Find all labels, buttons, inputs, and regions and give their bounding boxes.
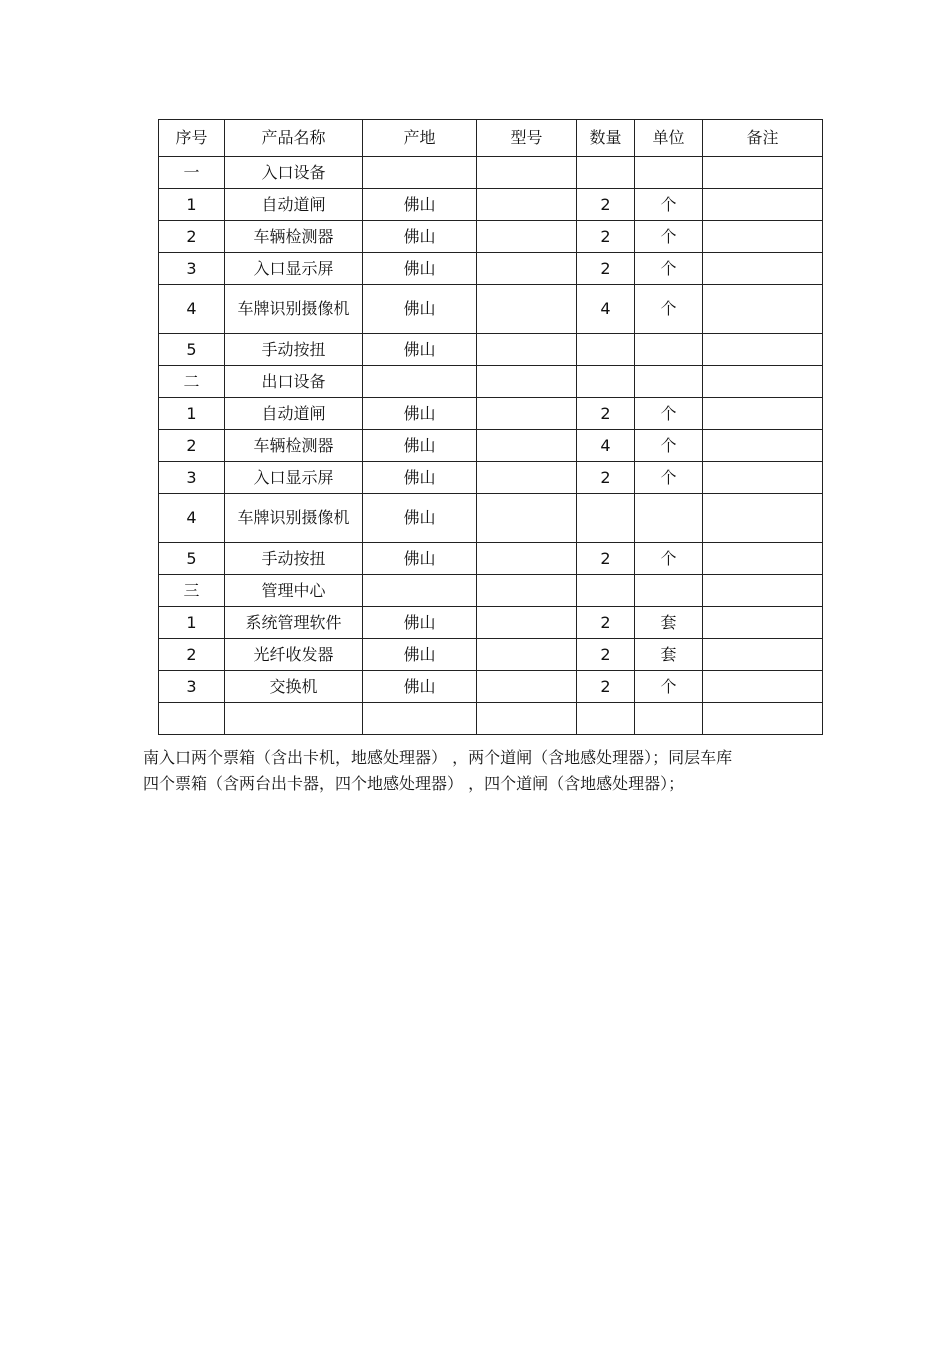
cell-index: 1 (159, 607, 225, 639)
cell-remarks (703, 494, 823, 543)
cell-model (477, 189, 577, 221)
cell-product-name: 管理中心 (225, 575, 363, 607)
cell-quantity: 4 (577, 430, 635, 462)
header-model: 型号 (477, 120, 577, 157)
equipment-table (158, 119, 823, 735)
cell-model (477, 334, 577, 366)
cell-unit (635, 575, 703, 607)
cell-index: 2 (159, 430, 225, 462)
cell-unit: 个 (635, 671, 703, 703)
table-row (159, 671, 823, 703)
cell-model (477, 639, 577, 671)
cell-origin: 佛山 (363, 398, 477, 430)
table-header-row (159, 120, 823, 157)
cell-origin: 佛山 (363, 285, 477, 334)
cell-quantity: 2 (577, 462, 635, 494)
cell-model (477, 366, 577, 398)
cell-quantity (577, 494, 635, 543)
cell-quantity: 2 (577, 671, 635, 703)
cell-unit: 个 (635, 398, 703, 430)
cell-model (477, 430, 577, 462)
cell-remarks (703, 398, 823, 430)
cell-origin: 佛山 (363, 639, 477, 671)
cell-product-name: 出口设备 (225, 366, 363, 398)
cell-unit (635, 157, 703, 189)
cell-unit: 个 (635, 543, 703, 575)
table-row (159, 543, 823, 575)
cell-remarks (703, 430, 823, 462)
cell-unit: 个 (635, 430, 703, 462)
cell-origin: 佛山 (363, 221, 477, 253)
cell-remarks (703, 575, 823, 607)
table-row (159, 157, 823, 189)
table-row (159, 494, 823, 543)
header-index: 序号 (159, 120, 225, 157)
cell-remarks (703, 462, 823, 494)
cell-index: 二 (159, 366, 225, 398)
table-row (159, 462, 823, 494)
cell-model (477, 671, 577, 703)
table-row (159, 221, 823, 253)
cell-product-name: 车牌识别摄像机 (225, 494, 363, 543)
table-row (159, 189, 823, 221)
cell-model (477, 543, 577, 575)
note-line-2: 四个票箱（含两台出卡器，四个地感处理器） ，四个道闸（含地感处理器）； (143, 774, 685, 793)
table-row (159, 430, 823, 462)
cell-quantity: 2 (577, 189, 635, 221)
cell-unit: 个 (635, 462, 703, 494)
cell-product-name: 系统管理软件 (225, 607, 363, 639)
header-origin: 产地 (363, 120, 477, 157)
cell-quantity: 2 (577, 639, 635, 671)
table-row (159, 334, 823, 366)
cell-model (477, 285, 577, 334)
cell-origin: 佛山 (363, 253, 477, 285)
cell-model (477, 494, 577, 543)
table-row (159, 366, 823, 398)
cell-index: 1 (159, 189, 225, 221)
cell-quantity (577, 703, 635, 735)
cell-unit: 套 (635, 639, 703, 671)
cell-product-name: 入口显示屏 (225, 462, 363, 494)
cell-product-name (225, 703, 363, 735)
table-row (159, 253, 823, 285)
cell-origin: 佛山 (363, 543, 477, 575)
cell-product-name: 入口显示屏 (225, 253, 363, 285)
cell-unit (635, 366, 703, 398)
cell-remarks (703, 189, 823, 221)
cell-unit: 个 (635, 285, 703, 334)
cell-index: 2 (159, 221, 225, 253)
cell-unit (635, 494, 703, 543)
cell-index: 3 (159, 462, 225, 494)
cell-quantity: 4 (577, 285, 635, 334)
cell-model (477, 575, 577, 607)
cell-remarks (703, 334, 823, 366)
cell-index (159, 703, 225, 735)
cell-remarks (703, 543, 823, 575)
cell-remarks (703, 366, 823, 398)
cell-index: 5 (159, 543, 225, 575)
cell-index: 4 (159, 285, 225, 334)
cell-unit: 个 (635, 221, 703, 253)
cell-index: 2 (159, 639, 225, 671)
cell-unit: 套 (635, 607, 703, 639)
cell-index: 3 (159, 671, 225, 703)
cell-quantity: 2 (577, 543, 635, 575)
cell-quantity (577, 334, 635, 366)
cell-product-name: 入口设备 (225, 157, 363, 189)
cell-origin (363, 157, 477, 189)
cell-origin: 佛山 (363, 189, 477, 221)
cell-product-name: 车牌识别摄像机 (225, 285, 363, 334)
cell-unit: 个 (635, 189, 703, 221)
cell-model (477, 607, 577, 639)
cell-origin: 佛山 (363, 462, 477, 494)
cell-product-name: 手动按扭 (225, 543, 363, 575)
cell-model (477, 462, 577, 494)
cell-product-name: 交换机 (225, 671, 363, 703)
cell-product-name: 手动按扭 (225, 334, 363, 366)
cell-origin: 佛山 (363, 334, 477, 366)
cell-product-name: 车辆检测器 (225, 430, 363, 462)
cell-remarks (703, 253, 823, 285)
cell-origin: 佛山 (363, 671, 477, 703)
cell-remarks (703, 221, 823, 253)
cell-remarks (703, 285, 823, 334)
header-product-name: 产品名称 (225, 120, 363, 157)
table-row (159, 575, 823, 607)
cell-quantity: 2 (577, 221, 635, 253)
cell-remarks (703, 671, 823, 703)
table-row (159, 703, 823, 735)
equipment-note (143, 745, 843, 797)
cell-index: 三 (159, 575, 225, 607)
cell-remarks (703, 607, 823, 639)
cell-index: 5 (159, 334, 225, 366)
cell-quantity: 2 (577, 607, 635, 639)
cell-quantity (577, 157, 635, 189)
cell-index: 4 (159, 494, 225, 543)
cell-model (477, 253, 577, 285)
cell-product-name: 光纤收发器 (225, 639, 363, 671)
cell-quantity (577, 575, 635, 607)
header-remarks: 备注 (703, 120, 823, 157)
cell-unit (635, 703, 703, 735)
cell-origin (363, 575, 477, 607)
table-row (159, 639, 823, 671)
cell-origin (363, 366, 477, 398)
cell-unit (635, 334, 703, 366)
cell-origin (363, 703, 477, 735)
cell-quantity: 2 (577, 253, 635, 285)
cell-index: 3 (159, 253, 225, 285)
cell-origin: 佛山 (363, 430, 477, 462)
cell-model (477, 398, 577, 430)
header-quantity: 数量 (577, 120, 635, 157)
cell-quantity: 2 (577, 398, 635, 430)
cell-unit: 个 (635, 253, 703, 285)
table-row (159, 285, 823, 334)
cell-product-name: 车辆检测器 (225, 221, 363, 253)
note-line-1: 南入口两个票箱（含出卡机，地感处理器） ，两个道闸（含地感处理器）；同层车库 (143, 748, 733, 767)
cell-origin: 佛山 (363, 607, 477, 639)
cell-origin: 佛山 (363, 494, 477, 543)
cell-index: 1 (159, 398, 225, 430)
cell-remarks (703, 703, 823, 735)
cell-remarks (703, 157, 823, 189)
table-row (159, 607, 823, 639)
header-unit: 单位 (635, 120, 703, 157)
cell-model (477, 221, 577, 253)
table-row (159, 398, 823, 430)
cell-model (477, 703, 577, 735)
cell-quantity (577, 366, 635, 398)
cell-product-name: 自动道闸 (225, 398, 363, 430)
cell-model (477, 157, 577, 189)
cell-remarks (703, 639, 823, 671)
cell-product-name: 自动道闸 (225, 189, 363, 221)
cell-index: 一 (159, 157, 225, 189)
